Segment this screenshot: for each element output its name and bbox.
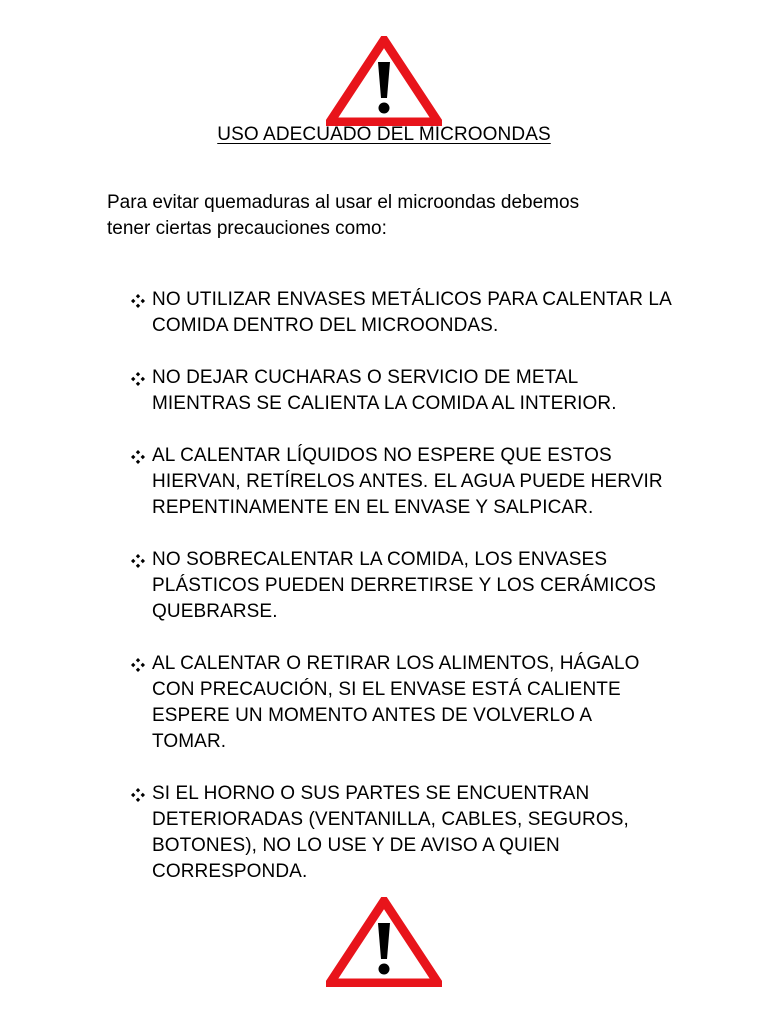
precaution-line: HIERVAN, RETÍRELOS ANTES. EL AGUA PUEDE HERVIR <box>152 471 663 492</box>
precaution-item <box>130 781 675 885</box>
precaution-line: REPENTINAMENTE EN EL ENVASE Y SALPICAR. <box>152 497 594 518</box>
precaution-line: NO DEJAR CUCHARAS O SERVICIO DE METAL <box>152 367 579 388</box>
diamond-bullet-icon <box>130 553 146 569</box>
precaution-line: PLÁSTICOS PUEDEN DERRETIRSE Y LOS CERÁMICOS <box>152 575 657 596</box>
diamond-bullet-icon <box>130 449 146 465</box>
precaution-item <box>130 287 675 339</box>
precaution-line: MIENTRAS SE CALIENTA LA COMIDA AL INTERIOR. <box>152 393 617 414</box>
precaution-line: NO SOBRECALENTAR LA COMIDA, LOS ENVASES <box>152 549 608 570</box>
precaution-line: QUEBRARSE. <box>152 601 278 622</box>
precaution-item <box>130 651 675 755</box>
diamond-bullet-icon <box>130 657 146 673</box>
diamond-bullet-icon <box>130 787 146 803</box>
precaution-line: AL CALENTAR O RETIRAR LOS ALIMENTOS, HÁGALO <box>152 653 640 674</box>
precaution-line: ESPERE UN MOMENTO ANTES DE VOLVERLO A <box>152 705 593 726</box>
precaution-item <box>130 365 675 417</box>
precaution-line: CON PRECAUCIÓN, SI EL ENVASE ESTÁ CALIENTE <box>152 679 621 700</box>
precaution-item <box>130 547 675 625</box>
precautions-list <box>130 287 675 911</box>
intro-paragraph <box>107 190 667 242</box>
warning-triangle-icon <box>326 36 442 126</box>
precaution-line: TOMAR. <box>152 731 227 752</box>
precaution-line: COMIDA DENTRO DEL MICROONDAS. <box>152 315 499 336</box>
diamond-bullet-icon <box>130 371 146 387</box>
document-title: USO ADECUADO DEL MICROONDAS <box>217 124 551 145</box>
precaution-line: NO UTILIZAR ENVASES METÁLICOS PARA CALENTAR LA <box>152 289 672 310</box>
precaution-line: AL CALENTAR LÍQUIDOS NO ESPERE QUE ESTOS <box>152 445 612 466</box>
precaution-line: DETERIORADAS (VENTANILLA, CABLES, SEGUROS, <box>152 809 629 830</box>
diamond-bullet-icon <box>130 293 146 309</box>
intro-line: Para evitar quemaduras al usar el microondas debemos <box>107 192 580 213</box>
precaution-line: SI EL HORNO O SUS PARTES SE ENCUENTRAN <box>152 783 590 804</box>
precaution-line: BOTONES), NO LO USE Y DE AVISO A QUIEN <box>152 835 560 856</box>
warning-triangle-icon <box>326 897 442 987</box>
precaution-line: CORRESPONDA. <box>152 861 308 882</box>
intro-line: tener ciertas precauciones como: <box>107 218 387 239</box>
precaution-item <box>130 443 675 521</box>
